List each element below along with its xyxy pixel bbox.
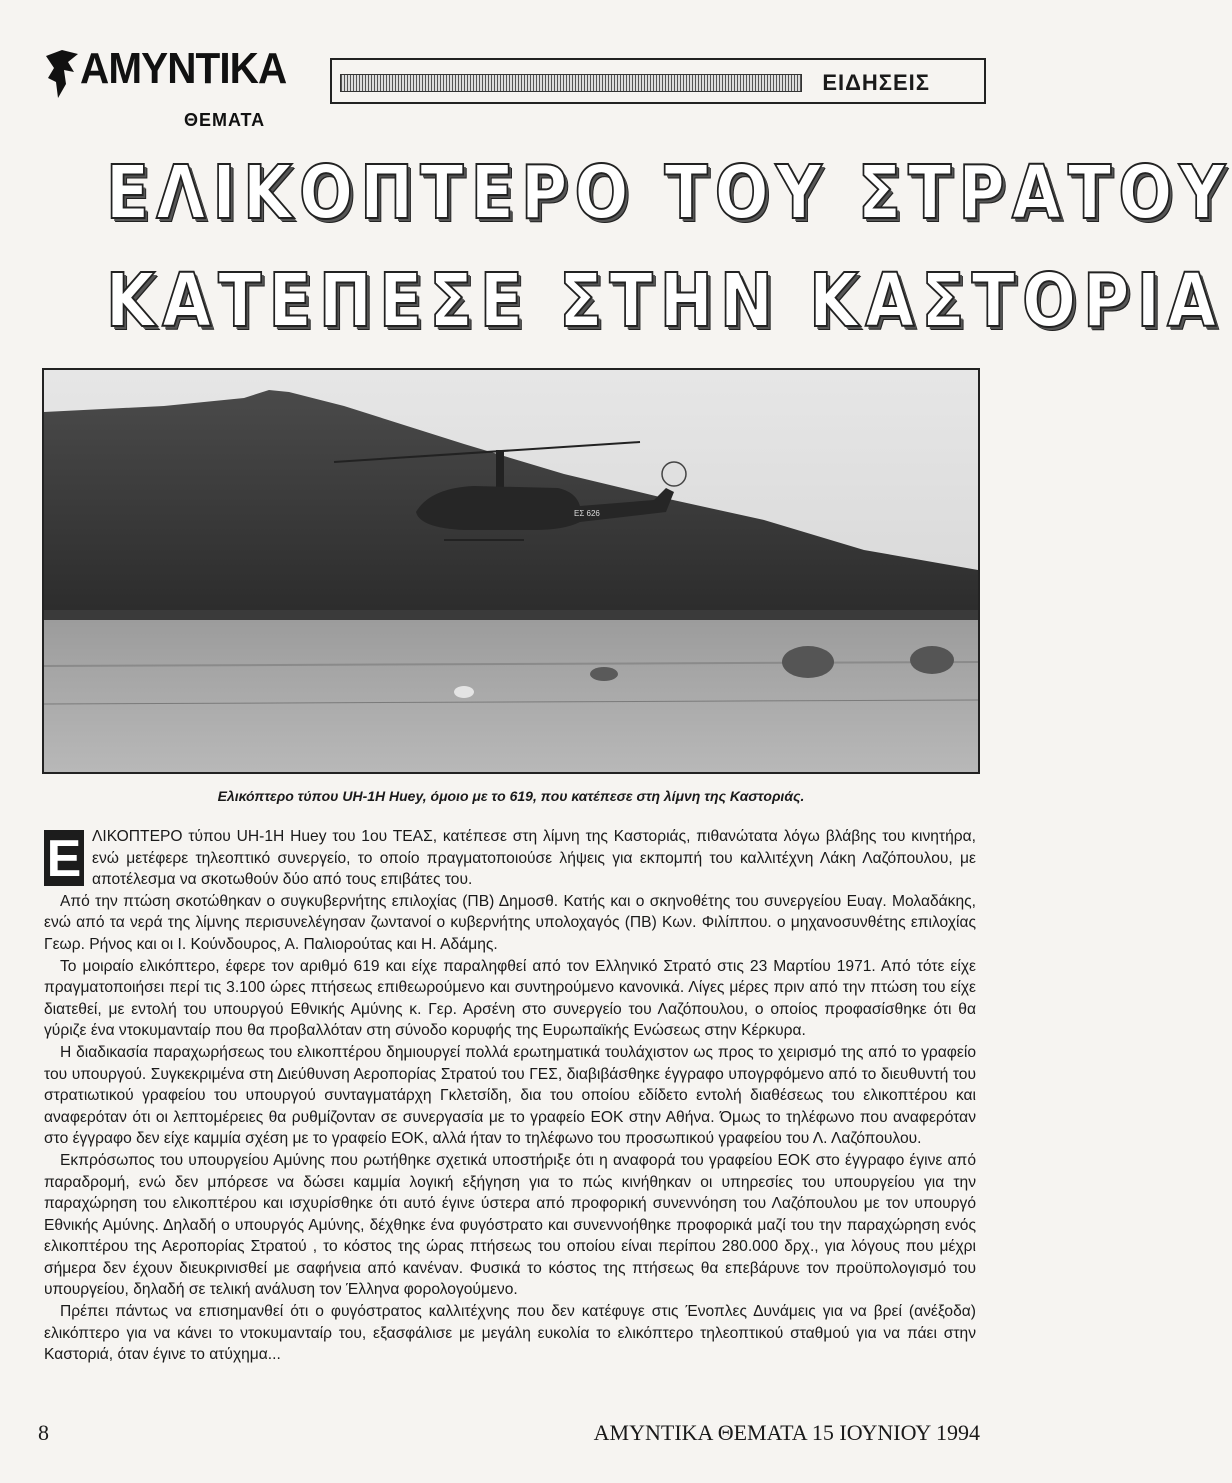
headline-line-2: ΚΑΤΕΠΕΣΕ ΣΤΗΝ ΚΑΣΤΟΡΙΑ (105, 258, 1224, 344)
shrub (590, 667, 618, 681)
article-paragraph: Ε ΛΙΚΟΠΤΕΡΟ τύπου UH-1H Huey του 1ου ΤΕΑΣ, κατέπεσε στη λίμνη της Καστοριάς, πιθανώτατα λόγω βλάβης του κινητήρα, ενώ μετέφερε τηλεοπτικό συνεργείο, το οποίο πραγματοποιούσε λήψεις για εκπομπή του καλλιτέχνη Λάκη Λαζόπουλου, με αποτέλεσμα να σκοτωθούν δύο από τους επιβάτες του. (44, 826, 976, 891)
logo-text: ΑΜΥΝΤΙΚΑ (80, 44, 287, 93)
masthead-logo (44, 44, 304, 114)
article-paragraph: Εκπρόσωπος του υπουργείου Αμύνης που ρωτήθηκε σχετικά υποστήριξε ότι η αναφορά του γραφείου ΕΟΚ στο έγγραφο έγινε από παραδρομή, ενώ δεν μπόρεσε να δώσει καμμία λογική εξήγηση για το πώς κινήθηκαν οι υπηρεσίες του υπουργείου για την παραχώρηση του ελικοπτέρου και ισχυρίσθηκε ότι αυτό έγινε ύστερα από προφορική συνεννόηση του Λαζόπουλου με τον υπουργό Εθνικής Αμύνης. Δηλαδή ο υπουργός Αμύνης, δέχθηκε ένα φυγόστρατο και συνεννοήθηκε προφορικά μαζί του την παραχώρηση ενός ελικοπτέρου της Αεροπορίας Στρατού , το κόστος της ώρας πτήσεως του οποίου είναι περίπου 280.000 δρχ., για λόγους που μέχρι σήμερα δεν έχουν διευκρινισθεί με σαφήνεια από κανέναν. Φυσικά το κόστος της πτήσεως θα επεβάρυνε τον προϋπολογισμό του υπουργείου, δηλαδή σε τελική ανάλυση τον Έλληνα φορολογούμενο. (44, 1151, 976, 1299)
headline-line-1: ΕΛΙΚΟΠΤΕΡΟ ΤΟΥ ΣΤΡΑΤΟΥ (105, 150, 1232, 236)
hatch-rule (340, 74, 802, 92)
logo-subtitle: ΘΕΜΑΤΑ (184, 110, 266, 130)
article-paragraph: Πρέπει πάντως να επισημανθεί ότι ο φυγόστρατος καλλιτέχνης που δεν κατέφυγε στις Ένοπλες Δυνάμεις για να βρεί (ανέξοδα) ελικόπτερο για να κάνει το ντοκυμανταίρ του, εξασφάλισε με μεγάλη ευκολία το ελικόπτερο τηλεοπτικού σταθμού για να πάει στην Καστοριά, όταν έγινε το ατύχημα... (44, 1303, 976, 1364)
article-paragraph: Το μοιραίο ελικόπτερο, έφερε τον αριθμό 619 και είχε παραληφθεί από τον Ελληνικό Στρατό στις 23 Μαρτίου 1971. Από τότε είχε πραγματοποιήσει περί τις 3.100 ώρες πτήσεως επιθεωρούμενο και συντηρούμενο κανονικά. Λίγες μέρες πριν από την πτώση του είχε διατεθεί, με εντολή του υπουργού Εθνικής Αμύνης κ. Γερ. Αρσένη στο συνεργείο του Λαζόπουλου, ο οποίος προφασίσθηκε ότι θα γύριζε ένα ντοκυμανταίρ που θα προβαλλόταν στη σύνοδο κορυφής της Ευρωπαϊκής Ενώσεως στην Κέρκυρα. (44, 957, 976, 1040)
article-paragraph: Από την πτώση σκοτώθηκαν ο συγκυβερνήτης επιλοχίας (ΠΒ) Δημοσθ. Κατής και ο σκηνοθέτης του συνεργείου Ευαγ. Μολαδάκης, ενώ από τα νερά της λίμνης περισυνελέγησαν ζωντανοί ο κυβερνήτης υπολοχαγός (ΠΒ) Κων. Φιλίππου. ο μηχανοσυνθέτης επιλοχίας Γεωρ. Ρήνος και οι Ι. Κούνδουρος, Α. Παλιορούτας και Η. Αδάμης. (44, 892, 976, 953)
ground (44, 620, 978, 772)
eagle-icon (44, 48, 80, 100)
light-glare (454, 686, 474, 698)
publication-footer: ΑΜΥΝΤΙΚΑ ΘΕΜΑΤΑ 15 ΙΟΥΝΙΟΥ 1994 (593, 1420, 980, 1445)
section-label: ΕΙΔΗΣΕΙΣ (822, 70, 930, 95)
article-paragraph: Η διαδικασία παραχωρήσεως του ελικοπτέρου δημιουργεί πολλά ερωτηματικά τουλάχιστον ως προς το χειρισμό της από το γραφείο του υπουργού. Συγκεκριμένα στη Διεύθυνση Αεροπορίας Στρατού του ΓΕΣ, διαβιβάσθηκε έγγραφο υπογρφόμενο από το διευθυντή του στρατιωτικού γραφείου του υπουργού συνταγματάρχη Γκλετσίδη, δια του οποίου εδίδετο εντολή διαθέσεως του ελικοπτέρου και αναφερόταν ότι οι λεπτομέρειες θα ρυθμίζονταν σε συνεργασία με το γραφείο ΕΟΚ στην Αθήνα. Όμως το τηλέφωνο που αναφερόταν στο έγγραφο δεν είχε καμμία σχέση με το γραφείο ΕΟΚ, αλλά ήταν το τηλέφωνο του προσωπικού γραφείου του Λ. Λαζόπουλου. (44, 1043, 976, 1148)
tail-marking: ΕΣ 626 (574, 509, 600, 518)
shrub (782, 646, 834, 678)
page-number: 8 (38, 1420, 49, 1445)
article-body (44, 826, 976, 1366)
drop-cap: Ε (44, 830, 84, 886)
section-header-bar (330, 58, 986, 104)
shrub (910, 646, 954, 674)
helicopter-photo-svg (44, 370, 978, 772)
helicopter-photo (42, 368, 980, 774)
photo-caption: Ελικόπτερο τύπου UH-1H Huey, όμοιο με το 619, που κατέπεσε στη λίμνη της Καστοριάς. (217, 788, 805, 804)
